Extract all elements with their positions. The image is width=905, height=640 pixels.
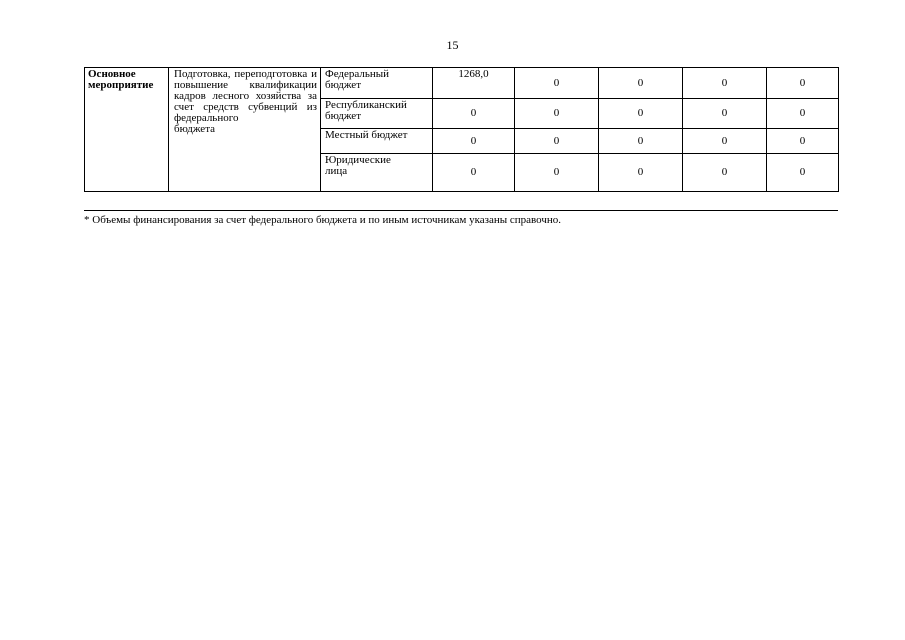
- source-cell: Федеральный бюджет: [321, 68, 433, 99]
- value-cell: 0: [599, 99, 683, 129]
- value-cell: 0: [515, 129, 599, 154]
- financing-table: [84, 67, 839, 192]
- source-cell: Юридические лица: [321, 154, 433, 192]
- source-cell: Местный бюджет: [321, 129, 433, 154]
- value-cell: 0: [515, 68, 599, 99]
- value-cell: 0: [683, 129, 767, 154]
- value-cell: 0: [515, 154, 599, 192]
- page-number: 15: [446, 38, 459, 52]
- value-cell: 0: [433, 154, 515, 192]
- value-cell: 0: [683, 99, 767, 129]
- value-cell: 0: [599, 129, 683, 154]
- value-cell: 0: [599, 154, 683, 192]
- value-cell: 1268,0: [433, 68, 515, 99]
- description-cell: Подготовка, переподготовка и повышение квалификации кадров лесного хозяйства за счет средств субвенций из федерального бюджета: [169, 68, 321, 192]
- value-cell: 0: [433, 129, 515, 154]
- activity-cell: Основное мероприятие: [85, 68, 169, 192]
- source-cell: Республиканский бюджет: [321, 99, 433, 129]
- value-cell: 0: [767, 99, 839, 129]
- footnote-divider: [84, 210, 838, 211]
- value-cell: 0: [515, 99, 599, 129]
- value-cell: 0: [767, 129, 839, 154]
- value-cell: 0: [599, 68, 683, 99]
- table-row: [85, 68, 839, 99]
- value-cell: 0: [683, 68, 767, 99]
- footnote: * Объемы финансирования за счет федерального бюджета и по иным источникам указаны справочно.: [84, 214, 562, 226]
- value-cell: 0: [767, 154, 839, 192]
- value-cell: 0: [683, 154, 767, 192]
- value-cell: 0: [433, 99, 515, 129]
- value-cell: 0: [767, 68, 839, 99]
